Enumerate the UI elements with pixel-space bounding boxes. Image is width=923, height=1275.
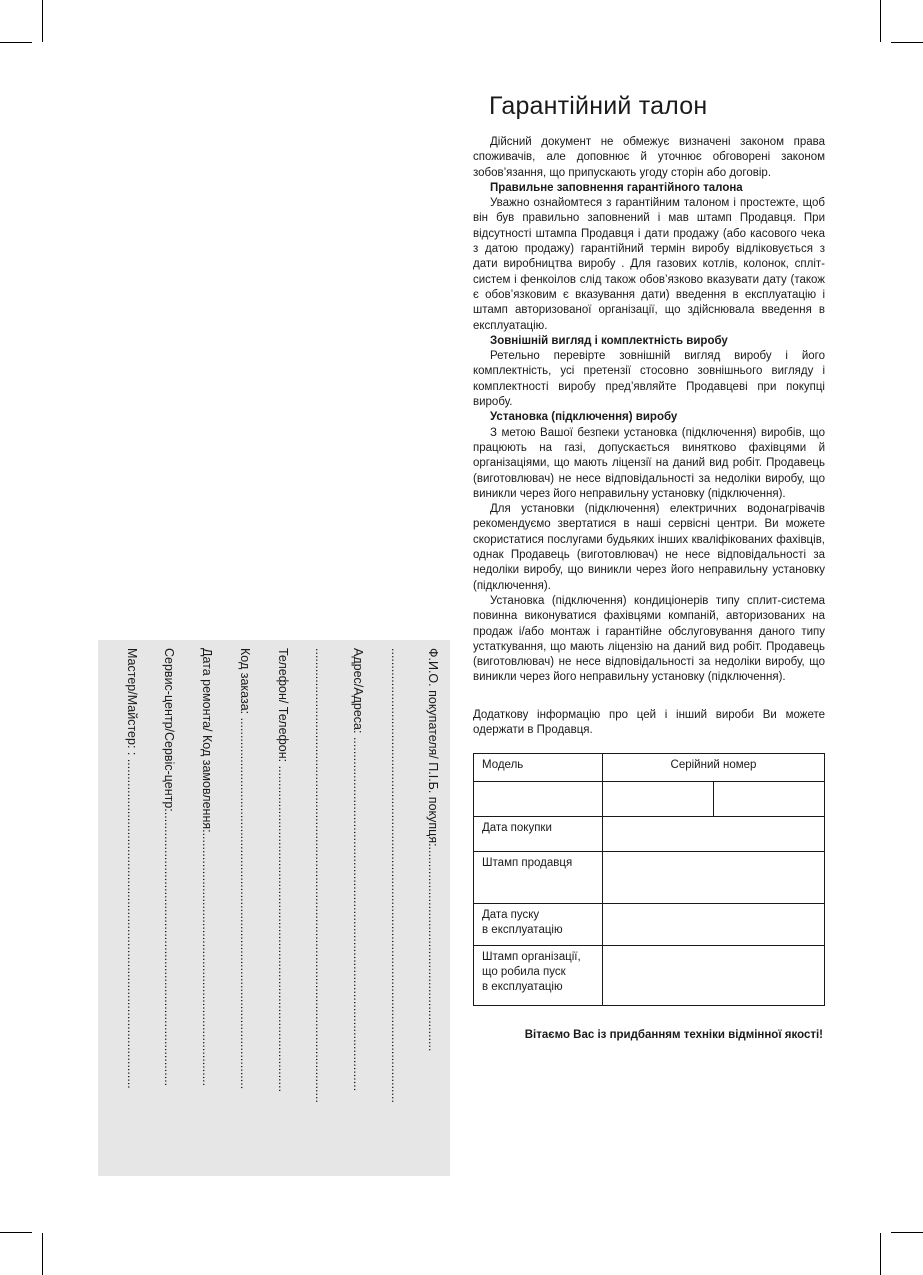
commissioning-date-label <box>474 904 603 946</box>
org-stamp-label-line2: що робила пуск <box>482 966 566 979</box>
seller-stamp-label: Штамп продавця <box>474 852 603 904</box>
coupon-buyer-name-line[interactable]: Ф.И.О. покупателя/ П.І.Б. покупця:........................................................... <box>426 648 440 1052</box>
warranty-card <box>473 92 825 1041</box>
section-heading-installation: Установка (підключення) виробу <box>490 411 678 424</box>
commissioning-date-label-line1: Дата пуску <box>482 909 540 922</box>
coupon-address-line-2[interactable]: ................................................................................................................................... <box>313 648 327 1103</box>
crop-mark <box>42 1233 43 1275</box>
crop-mark <box>0 1232 32 1233</box>
model-label: Модель <box>474 754 603 782</box>
org-stamp-label-line1: Штамп організації, <box>482 951 581 964</box>
table-row <box>474 946 825 1006</box>
table-row <box>474 782 825 817</box>
serial-number-field-2[interactable] <box>713 782 824 817</box>
section-heading-filling: Правильне заповнення гарантійного талона <box>490 181 743 194</box>
coupon-service-center-line[interactable]: Сервис-центр/Сервіс-центр:............................................................................... <box>162 648 176 1087</box>
crop-mark <box>880 1233 881 1275</box>
section-heading-appearance: Зовнішній вигляд і комплектність виробу <box>490 334 728 347</box>
org-stamp-field[interactable] <box>603 946 825 1006</box>
serial-number-label: Серійний номер <box>603 754 825 782</box>
coupon-address-line[interactable]: Адрес/Адреса: ...................................................................................................... <box>351 648 365 1092</box>
commissioning-date-label-line2: в експлуатацію <box>482 924 563 937</box>
model-value-field[interactable] <box>474 782 603 817</box>
coupon-order-code-line[interactable]: Код заказа: ........................................................................................................... <box>238 648 252 1090</box>
commissioning-date-field[interactable] <box>603 904 825 946</box>
crop-mark <box>42 0 43 42</box>
table-row <box>474 852 825 904</box>
table-row <box>474 754 825 782</box>
page-title: Гарантійний талон <box>489 92 708 120</box>
purchase-date-label: Дата покупки <box>474 817 603 852</box>
crop-mark <box>0 42 32 43</box>
intro-paragraph: Дійсний документ не обмежує визначені законом права споживачів, але доповнює й уточнює обговорені законом зобов’язання, що припускають угоду сторін або договір. <box>473 136 825 179</box>
coupon-phone-line[interactable]: Телефон/ Телефон: .............................................................................................. <box>276 648 290 1093</box>
purchase-date-field[interactable] <box>603 817 825 852</box>
crop-mark <box>891 1232 923 1233</box>
section-filling-text: Уважно ознайомтеся з гарантійним талоном і простежте, щоб він був правильно заповнений і мав штамп Продавця. При відсутності штампа Продавця і дати продажу (або касового чека з датою продажу) гарантійний термін виробу відліковується з дати виробництва виробу . Для газових котлів, колонок, спліт-систем і фенкоілов слід також обов’язково вказувати дату (також є обов’язковим є вказування дати) введення в експлуатацію і штамп авторизованої організації, що здійснювала введення в експлуатацію. <box>473 197 825 332</box>
section-appearance-text: Ретельно перевірте зовнішній вигляд виробу і його комплектність, усі претензії стосовно зовнішнього вигляду і комплектності виробу пред’являйте Продавцеві при покупці виробу. <box>473 350 825 409</box>
warranty-table <box>473 753 825 1006</box>
section-installation-gas-text: З метою Вашої безпеки установка (підключення) виробів, що працюють на газі, допускається винятково фахівцями й організаціями, що мають ліцензії на даний вид робіт. Продавець (виготовлювач) не несе відповідальності за недоліки виробу, що виникли через його неправильну установку (підключення). <box>473 426 825 500</box>
crop-mark <box>880 0 881 42</box>
service-coupon <box>98 640 450 1176</box>
section-installation-heater-text: Для установки (підключення) електричних водонагрівачів рекомендуємо звертатися в наші сервісні центри. Ви можете скористатися послугами будьяких інших кваліфікованих фахівців, однак Продавець (виготовлювач) не несе відповідальності за недоліки виробу, що виникли через його неправильну установку (підключення). <box>473 503 825 592</box>
org-stamp-label-line3: в експлуатацію <box>482 981 563 994</box>
table-row <box>474 817 825 852</box>
extra-info-paragraph: Додаткову інформацію про цей і інший вироби Ви можете одержати в Продавця. <box>473 708 825 736</box>
table-row <box>474 904 825 946</box>
coupon-repair-date-line[interactable]: Дата ремонта/ Код замовлення:......................................................................... <box>200 648 214 1087</box>
serial-number-field-1[interactable] <box>603 782 714 817</box>
section-installation-ac-text: Установка (підключення) кондиціонерів типу сплит-система повинна виконуватися фахівцями компаній, авторизованих на продаж і/або монтаж і гарантійне обслуговування даного типу устаткування, що мають ліцензію на даний вид робіт. Продавець (виготовлювач) не несе відповідальності за недоліки виробу, що виникли через його неправильну установку (підключення). <box>473 594 825 684</box>
crop-mark <box>891 42 923 43</box>
seller-stamp-field[interactable] <box>603 852 825 904</box>
coupon-master-line[interactable]: Мастер/Майстер: : ............................................................................................... <box>125 648 139 1089</box>
coupon-buyer-name-line-2[interactable]: ................................................................................................................................... <box>389 648 403 1103</box>
org-stamp-label <box>474 946 603 1006</box>
congratulation-text: Вітаємо Вас із придбанням техніки відмінної якості! <box>524 1029 823 1042</box>
